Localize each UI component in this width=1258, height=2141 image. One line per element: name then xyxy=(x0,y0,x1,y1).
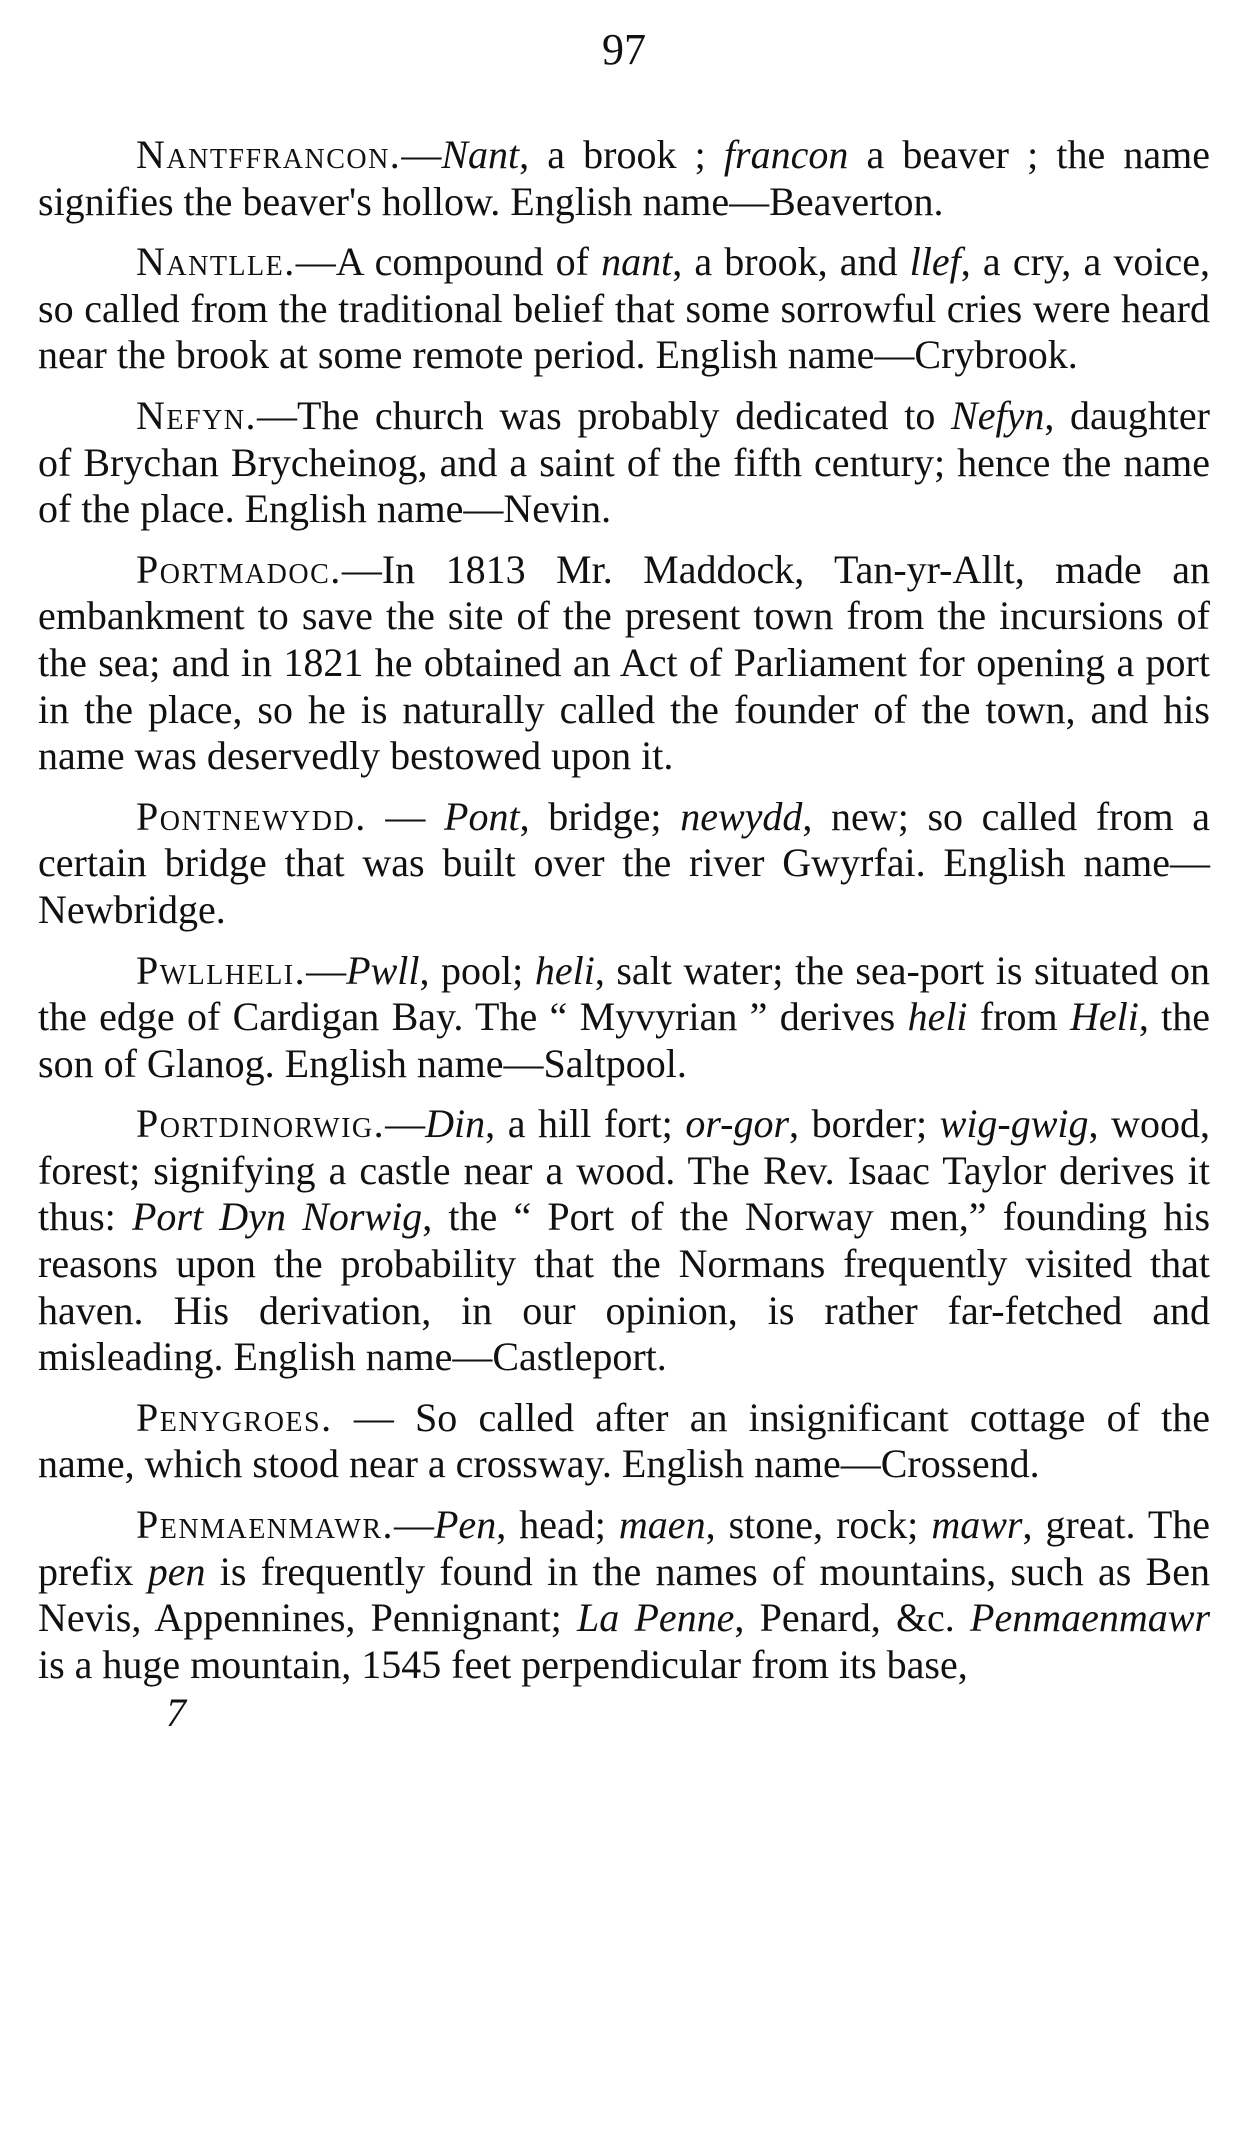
entry-headword: Penmaenmawr. xyxy=(136,1502,394,1548)
entry-headword: Nefyn. xyxy=(136,392,258,438)
entry-pwllheli: Pwllheli.—Pwll, pool; heli, salt water; the sea-port is situated on the edge of Cardigan Bay. The “ Myvyrian ” derives heli from Heli, the son of Glanog. English name—Saltpool. xyxy=(38,947,1210,1086)
book-page xyxy=(38,20,1210,2120)
entry-headword: Penygroes. xyxy=(136,1394,333,1440)
entry-portdinorwig: Portdinorwig.—Din, a hill fort; or-gor, border; wig-gwig, wood, forest; signifying a castle near a wood. The Rev. Isaac Taylor derives it thus: Port Dyn Norwig, the “ Port of the Norway men,” founding his reasons upon the probability that the Normans frequently visited that haven. His derivation, in our opinion, is rather far-fetched and misleading. English name—Castleport. xyxy=(38,1101,1211,1380)
entry-pontnewydd: Pontnewydd. — Pont, bridge; newydd, new; so called from a certain bridge that was built over the river Gwyrfai. English name—Newbridge. xyxy=(38,793,1210,932)
signature-mark: 7 xyxy=(166,1690,186,1736)
entry-penygroes: Penygroes. — So called after an insignificant cottage of the name, which stood near a crossway. English name—Crossend. xyxy=(38,1394,1210,1487)
entry-penmaenmawr: Penmaenmawr.—Pen, head; maen, stone, rock; mawr, great. The prefix pen is frequently found in the names of mountains, such as Ben Nevis, Appennines, Pennignant; La Penne, Penard, &c. Penmaenmawr is a huge mountain, 1545 feet perpendicular from its base, xyxy=(38,1502,1211,1687)
entry-headword: Portmadoc. xyxy=(136,546,342,592)
entry-nefyn: Nefyn.—The church was probably dedicated to Nefyn, daughter of Brychan Brycheinog, and a saint of the fifth century; hence the name of the place. English name—Nevin. xyxy=(38,392,1210,532)
page-number: 97 xyxy=(602,25,646,74)
entry-headword: Portdinorwig. xyxy=(136,1101,386,1147)
entry-portmadoc: Portmadoc.—In 1813 Mr. Maddock, Tan-yr-Allt, made an embankment to save the site of the present town from the incursions of the sea; and in 1821 he obtained an Act of Parliament for opening a port in the place, so he is naturally called the founder of the town, and his name was deservedly bestowed upon it. xyxy=(38,546,1210,779)
entry-nantffrancon: Nantffrancon.—Nant, a brook ; francon a beaver ; the name signifies the beaver's hollow. English name—Beaverton. xyxy=(38,132,1211,224)
entry-headword: Pwllheli. xyxy=(136,947,307,993)
entry-headword: Nantlle. xyxy=(136,239,296,285)
entry-nantlle: Nantlle.—A compound of nant, a brook, and llef, a cry, a voice, so called from the traditional belief that some sorrowful cries were heard near the brook at some remote period. English name—Crybrook. xyxy=(38,239,1210,378)
entry-headword: Nantffrancon. xyxy=(136,132,402,177)
entry-headword: Pontnewydd. xyxy=(136,793,367,839)
